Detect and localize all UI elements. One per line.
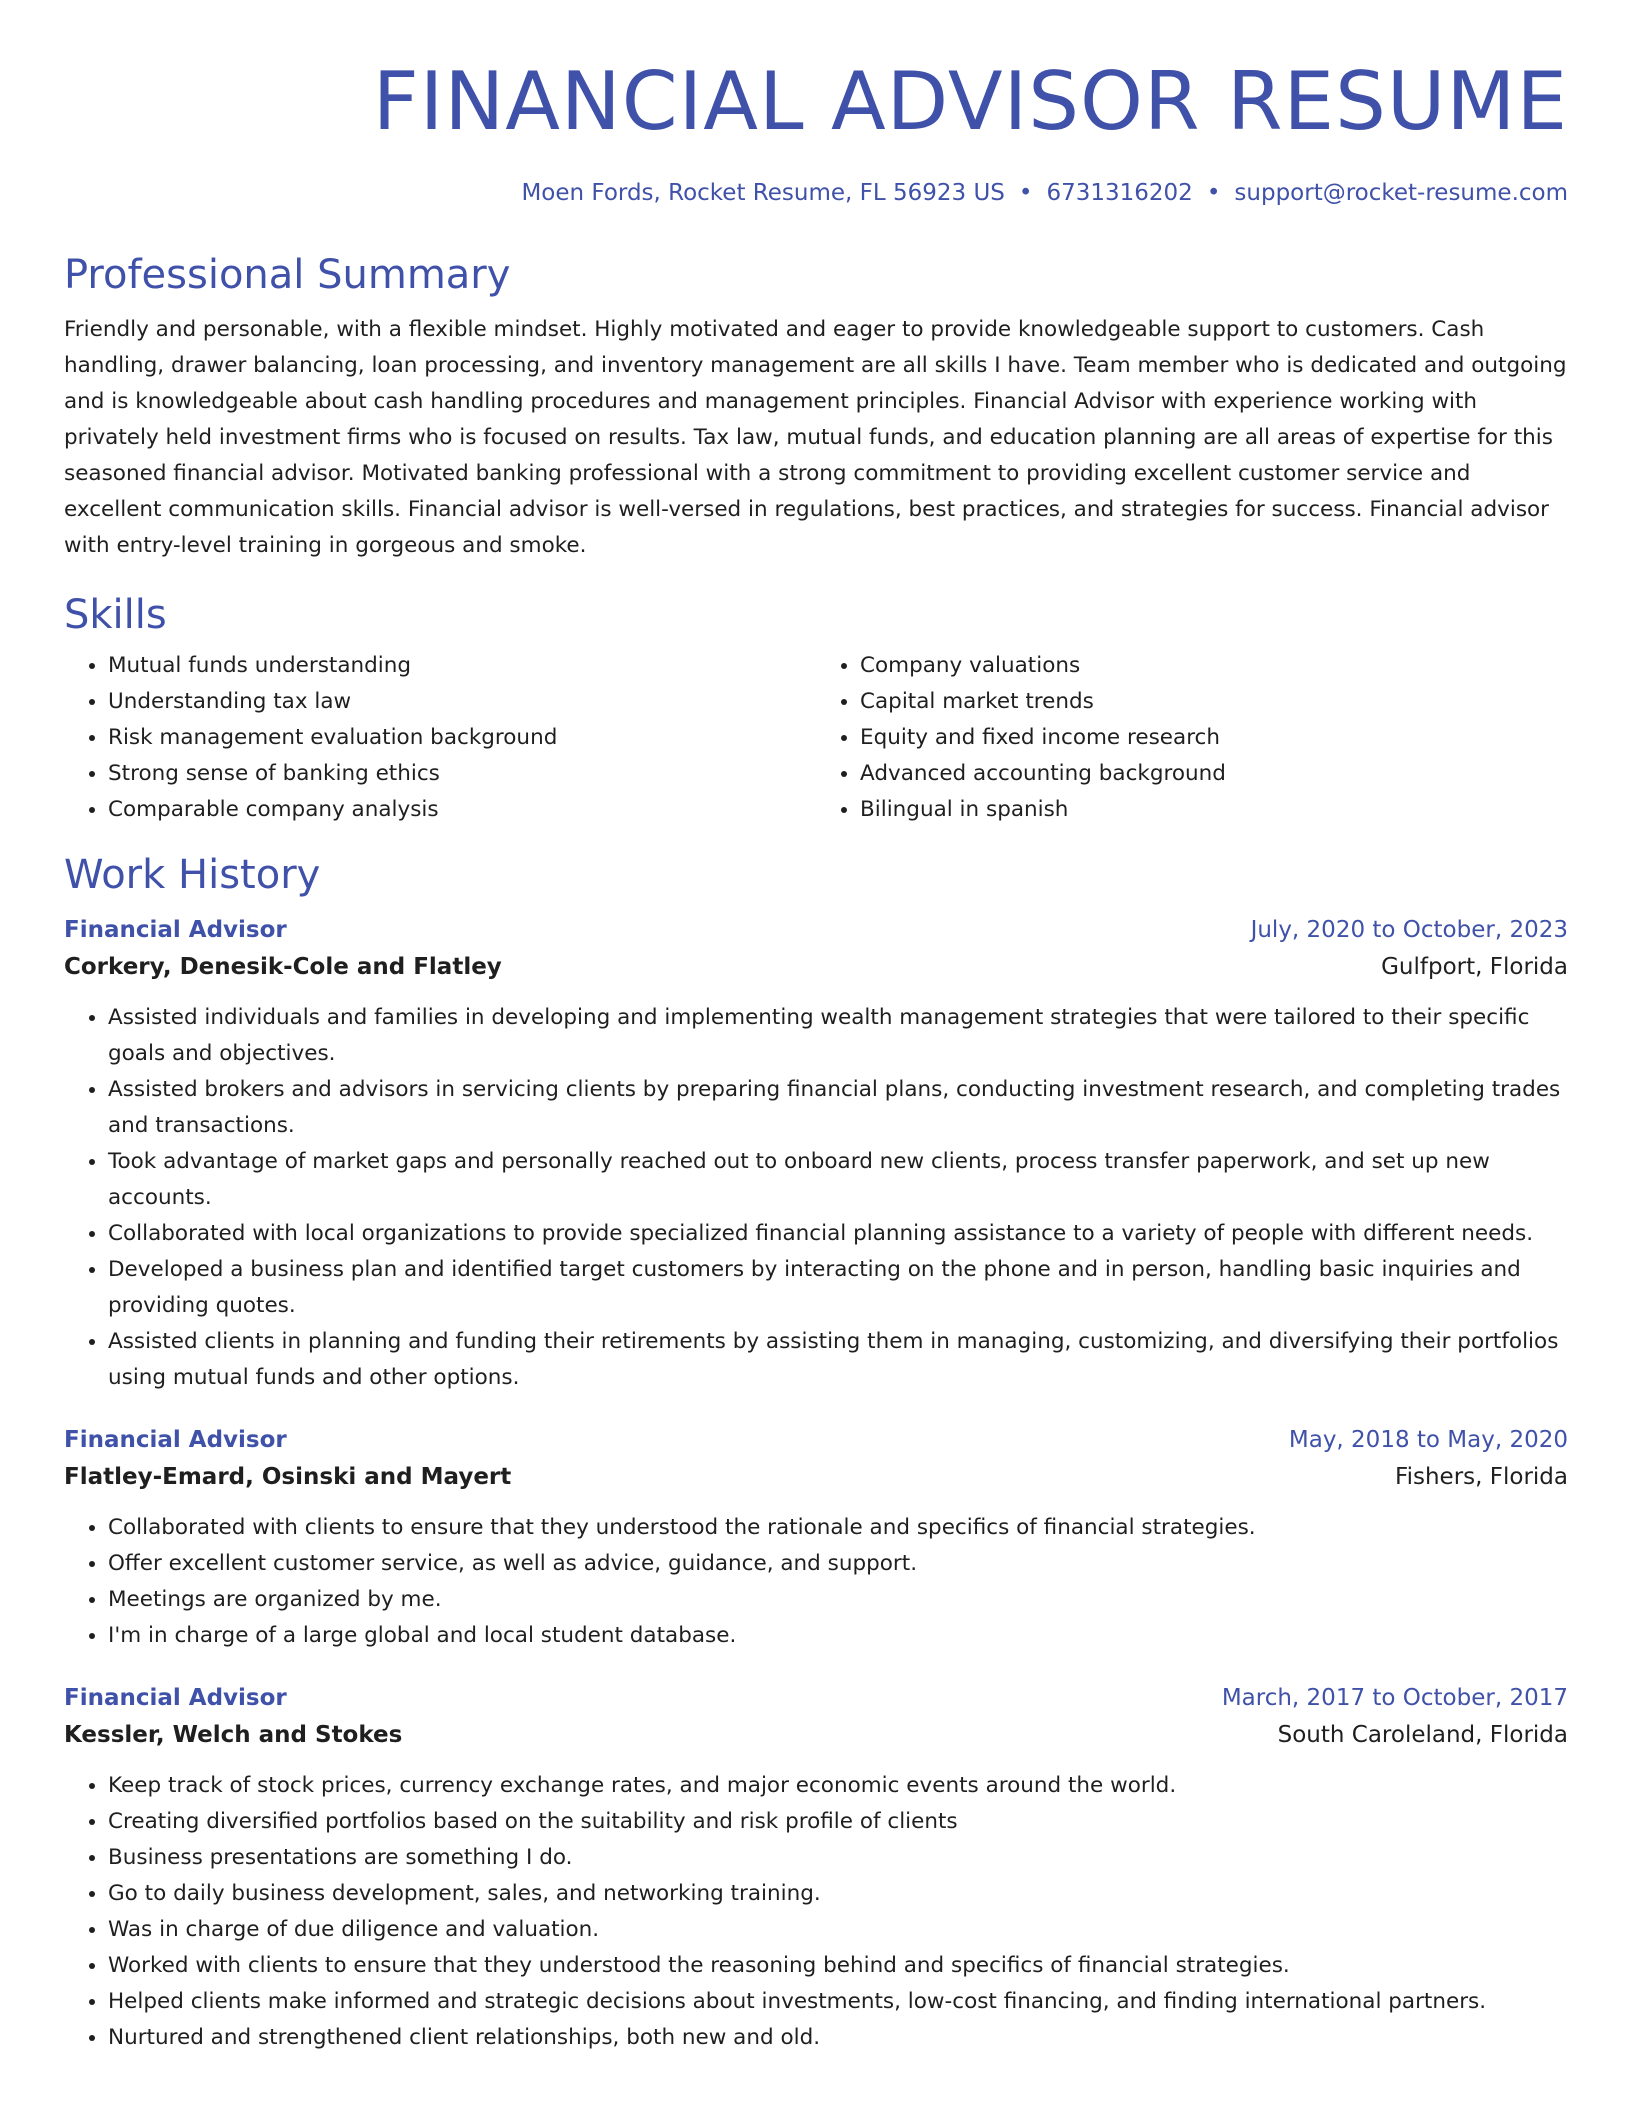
job-duty: • I'm in charge of a large global and local student database. bbox=[108, 1618, 1568, 1654]
job-duties-list bbox=[64, 1768, 1568, 2056]
job-location: South Caroleland, Florida bbox=[1277, 1722, 1568, 1748]
job-duty: • Meetings are organized by me. bbox=[108, 1582, 1568, 1618]
skills-list-left bbox=[64, 648, 816, 828]
job-duty: • Nurtured and strengthened client relationships, both new and old. bbox=[108, 2020, 1568, 2056]
job-duty: • Helped clients make informed and strategic decisions about investments, low-cost financing, and finding international partners. bbox=[108, 1984, 1568, 2020]
resume-title: FINANCIAL ADVISOR RESUME bbox=[372, 55, 1568, 148]
contact-line bbox=[64, 178, 1568, 208]
job-location: Gulfport, Florida bbox=[1381, 954, 1568, 980]
job-duty: • Assisted clients in planning and funding their retirements by assisting them in managing, customizing, and diversifying their portfolios using mutual funds and other options. bbox=[108, 1324, 1568, 1396]
job-dates: March, 2017 to October, 2017 bbox=[1221, 1685, 1568, 1711]
job-duty: • Offer excellent customer service, as well as advice, guidance, and support. bbox=[108, 1546, 1568, 1582]
job-dates: July, 2020 to October, 2023 bbox=[1250, 917, 1568, 943]
skill-item: • Understanding tax law bbox=[108, 684, 816, 720]
job-duty: • Was in charge of due diligence and valuation. bbox=[108, 1912, 1568, 1948]
work-history-heading: Work History bbox=[64, 852, 321, 898]
job-duty: • Go to daily business development, sales, and networking training. bbox=[108, 1876, 1568, 1912]
skill-item: • Comparable company analysis bbox=[108, 792, 816, 828]
work-history-section bbox=[64, 850, 1568, 2056]
summary-text: Friendly and personable, with a flexible mindset. Highly motivated and eager to provide knowledgeable support to customers. Cash handling, drawer balancing, loan processing, and inventory management are all skills I have. Team member who is dedicated and outgoing and is knowledgeable about cash handling procedures and management principles. Financial Advisor with experience working with privately held investment firms who is focused on results. Tax law, mutual funds, and education planning are all areas of expertise for this seasoned financial advisor. Motivated banking professional with a strong commitment to providing excellent customer service and excellent communication skills. Financial advisor is well-versed in regulations, best practices, and strategies for success. Financial advisor with entry-level training in gorgeous and smoke. bbox=[64, 317, 1567, 558]
job-company: Flatley-Emard, Osinski and Mayert bbox=[64, 1464, 512, 1490]
skill-item: • Bilingual in spanish bbox=[860, 792, 1568, 828]
job-duty: • Developed a business plan and identified target customers by interacting on the phone and in person, handling basic inquiries and providing quotes. bbox=[108, 1252, 1568, 1324]
job-duty: • Keep track of stock prices, currency exchange rates, and major economic events around the world. bbox=[108, 1768, 1568, 1804]
skills-columns bbox=[64, 648, 1568, 828]
job-location: Fishers, Florida bbox=[1395, 1464, 1568, 1490]
job-company: Corkery, Denesik-Cole and Flatley bbox=[64, 954, 502, 980]
contact-address: Moen Fords, Rocket Resume, FL 56923 US bbox=[521, 180, 1005, 206]
job-title: Financial Advisor bbox=[64, 1427, 287, 1453]
skill-item: • Company valuations bbox=[860, 648, 1568, 684]
skill-item: • Risk management evaluation background bbox=[108, 720, 816, 756]
skill-item: • Mutual funds understanding bbox=[108, 648, 816, 684]
skills-section bbox=[64, 590, 1568, 828]
job-company: Kessler, Welch and Stokes bbox=[64, 1722, 403, 1748]
job-duty: • Assisted individuals and families in developing and implementing wealth management strategies that were tailored to their specific goals and objectives. bbox=[108, 1000, 1568, 1072]
job-duty: • Collaborated with clients to ensure that they understood the rationale and specifics of financial strategies. bbox=[108, 1510, 1568, 1546]
job-duties-list bbox=[64, 1000, 1568, 1396]
skill-item: • Strong sense of banking ethics bbox=[108, 756, 816, 792]
job-entry bbox=[64, 1422, 1568, 1654]
job-title-row bbox=[64, 912, 1568, 948]
resume-header bbox=[64, 52, 1568, 208]
job-duty: • Took advantage of market gaps and personally reached out to onboard new clients, process transfer paperwork, and set up new accounts. bbox=[108, 1144, 1568, 1216]
job-entry bbox=[64, 912, 1568, 1396]
job-dates: May, 2018 to May, 2020 bbox=[1288, 1427, 1568, 1453]
job-title-row bbox=[64, 1680, 1568, 1716]
job-title: Financial Advisor bbox=[64, 1685, 287, 1711]
skills-list-right bbox=[816, 648, 1568, 828]
contact-phone: 6731316202 bbox=[1046, 180, 1193, 206]
skill-item: • Capital market trends bbox=[860, 684, 1568, 720]
skill-item: • Equity and fixed income research bbox=[860, 720, 1568, 756]
job-duties-list bbox=[64, 1510, 1568, 1654]
job-company-row bbox=[64, 1458, 1568, 1496]
contact-separator: • bbox=[1018, 180, 1033, 206]
contact-separator: • bbox=[1206, 180, 1221, 206]
skill-item: • Advanced accounting background bbox=[860, 756, 1568, 792]
job-company-row bbox=[64, 948, 1568, 986]
job-duty: • Collaborated with local organizations to provide specialized financial planning assistance to a variety of people with different needs. bbox=[108, 1216, 1568, 1252]
job-company-row bbox=[64, 1716, 1568, 1754]
job-duty: • Creating diversified portfolios based on the suitability and risk profile of clients bbox=[108, 1804, 1568, 1840]
job-duty: • Assisted brokers and advisors in servicing clients by preparing financial plans, conducting investment research, and completing trades and transactions. bbox=[108, 1072, 1568, 1144]
skills-heading: Skills bbox=[64, 592, 167, 638]
job-duty: • Business presentations are something I do. bbox=[108, 1840, 1568, 1876]
summary-section bbox=[64, 250, 1568, 564]
job-title: Financial Advisor bbox=[64, 917, 287, 943]
summary-heading: Professional Summary bbox=[64, 252, 511, 298]
job-duty: • Worked with clients to ensure that they understood the reasoning behind and specifics of financial strategies. bbox=[108, 1948, 1568, 1984]
contact-email: support@rocket-resume.com bbox=[1234, 180, 1568, 206]
job-entry bbox=[64, 1680, 1568, 2056]
job-title-row bbox=[64, 1422, 1568, 1458]
